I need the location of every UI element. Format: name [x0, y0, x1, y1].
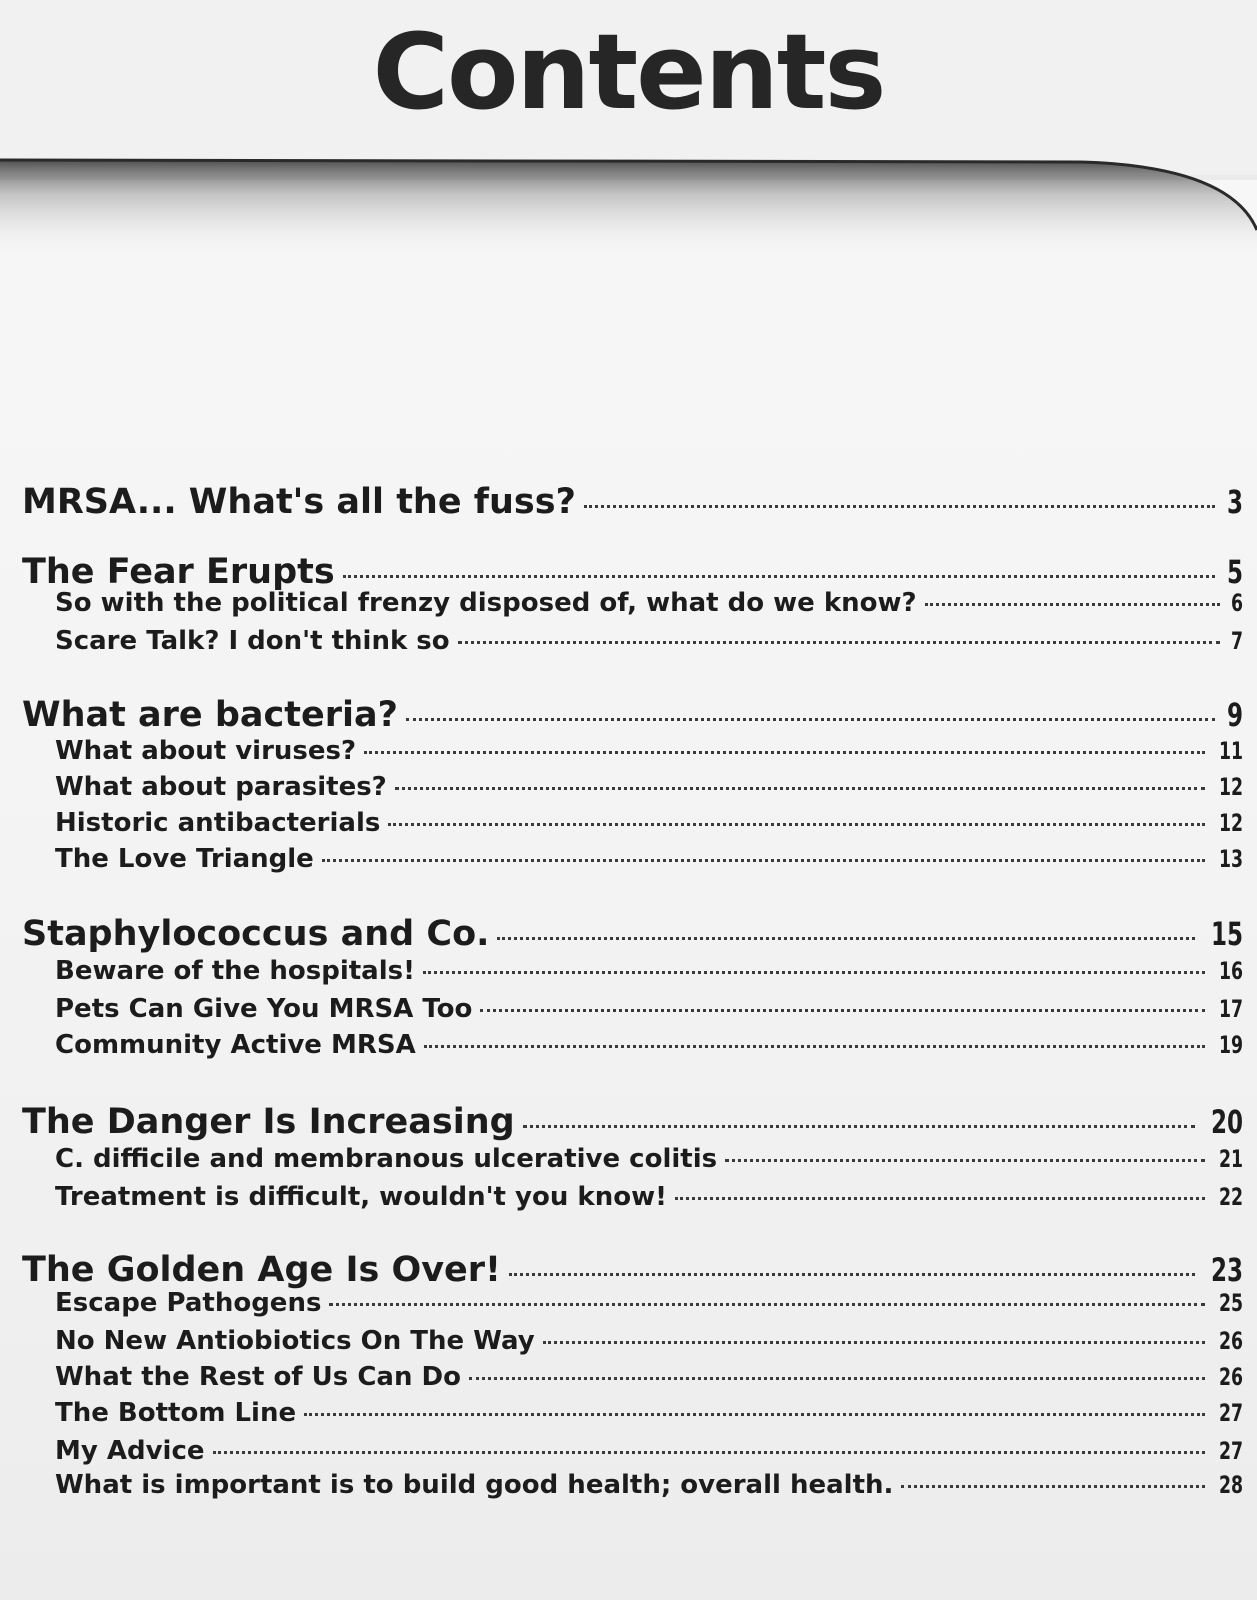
toc-section-entry [55, 1398, 1243, 1428]
toc-page-number: 13 [1218, 845, 1243, 873]
toc-entry-title: Scare Talk? I don't think so [55, 626, 450, 656]
toc-page-number: 5 [1226, 553, 1243, 591]
toc-section-entry [55, 1030, 1243, 1060]
toc-section-entry [55, 1436, 1243, 1466]
toc-chapter-entry [22, 482, 1243, 522]
toc-entry-title: What are bacteria? [22, 695, 398, 735]
toc-section-entry [55, 626, 1243, 656]
dot-leader [480, 1009, 1205, 1012]
toc-section-entry [55, 736, 1243, 766]
toc-page-number: 3 [1226, 483, 1243, 521]
toc-section-entry [55, 956, 1243, 986]
toc-entry-title: What is important is to build good health; overall health. [55, 1470, 894, 1500]
toc-entry-title: Pets Can Give You MRSA Too [55, 994, 473, 1024]
dot-leader [213, 1451, 1205, 1454]
toc-entry-title: Escape Pathogens [55, 1288, 322, 1318]
toc-entry-title: What about viruses? [55, 736, 357, 766]
toc-page-number: 27 [1218, 1437, 1243, 1465]
toc-section-entry [55, 1288, 1243, 1318]
toc-page-number: 27 [1218, 1399, 1243, 1427]
toc-page-number: 26 [1218, 1363, 1243, 1391]
page-title: Contents [372, 11, 885, 133]
toc-page-number: 9 [1226, 696, 1243, 734]
toc-chapter-entry [22, 695, 1243, 735]
dot-leader [322, 859, 1205, 862]
toc-section-entry [55, 1470, 1243, 1500]
header-divider-curve [0, 150, 1257, 260]
toc-entry-title: The Danger Is Increasing [22, 1102, 515, 1142]
toc-entry-title: Community Active MRSA [55, 1030, 416, 1060]
toc-page-number: 22 [1218, 1183, 1243, 1211]
toc-section-entry [55, 1326, 1243, 1356]
toc-chapter-entry [22, 552, 1243, 592]
dot-leader [458, 641, 1220, 644]
dot-leader [725, 1159, 1205, 1162]
dot-leader [364, 751, 1205, 754]
toc-page-number: 26 [1218, 1327, 1243, 1355]
toc-entry-title: No New Antiobiotics On The Way [55, 1326, 535, 1356]
toc-entry-title: The Fear Erupts [22, 552, 335, 592]
dot-leader [304, 1413, 1205, 1416]
toc-entry-title: What the Rest of Us Can Do [55, 1362, 461, 1392]
toc-page-number: 12 [1218, 773, 1243, 801]
toc-section-entry [55, 844, 1243, 874]
toc-page-number: 6 [1230, 589, 1243, 617]
dot-leader [497, 937, 1195, 940]
toc-page-number: 19 [1218, 1031, 1243, 1059]
toc-page-number: 17 [1218, 995, 1243, 1023]
toc-entry-title: C. difficile and membranous ulcerative colitis [55, 1144, 718, 1174]
toc-page-number: 28 [1218, 1471, 1243, 1499]
dot-leader [406, 718, 1215, 721]
dot-leader [675, 1197, 1205, 1200]
toc-page-number: 20 [1210, 1103, 1243, 1141]
dot-leader [395, 787, 1205, 790]
toc-entry-title: Treatment is difficult, wouldn't you know! [55, 1182, 667, 1212]
dot-leader [424, 1045, 1205, 1048]
toc-entry-title: Beware of the hospitals! [55, 956, 415, 986]
toc-section-entry [55, 772, 1243, 802]
dot-leader [469, 1377, 1205, 1380]
toc-entry-title: Historic antibacterials [55, 808, 381, 838]
toc-entry-title: MRSA... What's all the fuss? [22, 482, 576, 522]
dot-leader [584, 505, 1215, 508]
toc-page-number: 15 [1210, 915, 1243, 953]
toc-entry-title: The Golden Age Is Over! [22, 1250, 502, 1290]
toc-section-entry [55, 808, 1243, 838]
toc-page-number: 23 [1210, 1251, 1243, 1289]
toc-section-entry [55, 1182, 1243, 1212]
toc-section-entry [55, 588, 1243, 618]
toc-chapter-entry [22, 914, 1243, 954]
toc-chapter-entry [22, 1102, 1243, 1142]
toc-page-number: 7 [1230, 627, 1243, 655]
toc-chapter-entry [22, 1250, 1243, 1290]
toc-entry-title: So with the political frenzy disposed of, what do we know? [55, 588, 917, 618]
toc-entry-title: Staphylococcus and Co. [22, 914, 490, 954]
dot-leader [509, 1273, 1195, 1276]
toc-entry-title: What about parasites? [55, 772, 387, 802]
toc-page-number: 21 [1218, 1145, 1243, 1173]
toc-section-entry [55, 1144, 1243, 1174]
dot-leader [329, 1303, 1205, 1306]
dot-leader [523, 1125, 1195, 1128]
toc-section-entry [55, 1362, 1243, 1392]
toc-page-number: 25 [1218, 1289, 1243, 1317]
toc-page-number: 16 [1218, 957, 1243, 985]
dot-leader [901, 1485, 1205, 1488]
dot-leader [543, 1341, 1205, 1344]
toc-page-number: 11 [1218, 737, 1243, 765]
toc-entry-title: The Love Triangle [55, 844, 314, 874]
toc-entry-title: My Advice [55, 1436, 205, 1466]
dot-leader [423, 971, 1205, 974]
toc-entry-title: The Bottom Line [55, 1398, 297, 1428]
dot-leader [388, 823, 1205, 826]
dot-leader [343, 575, 1215, 578]
toc-page-number: 12 [1218, 809, 1243, 837]
toc-section-entry [55, 994, 1243, 1024]
dot-leader [925, 603, 1220, 606]
